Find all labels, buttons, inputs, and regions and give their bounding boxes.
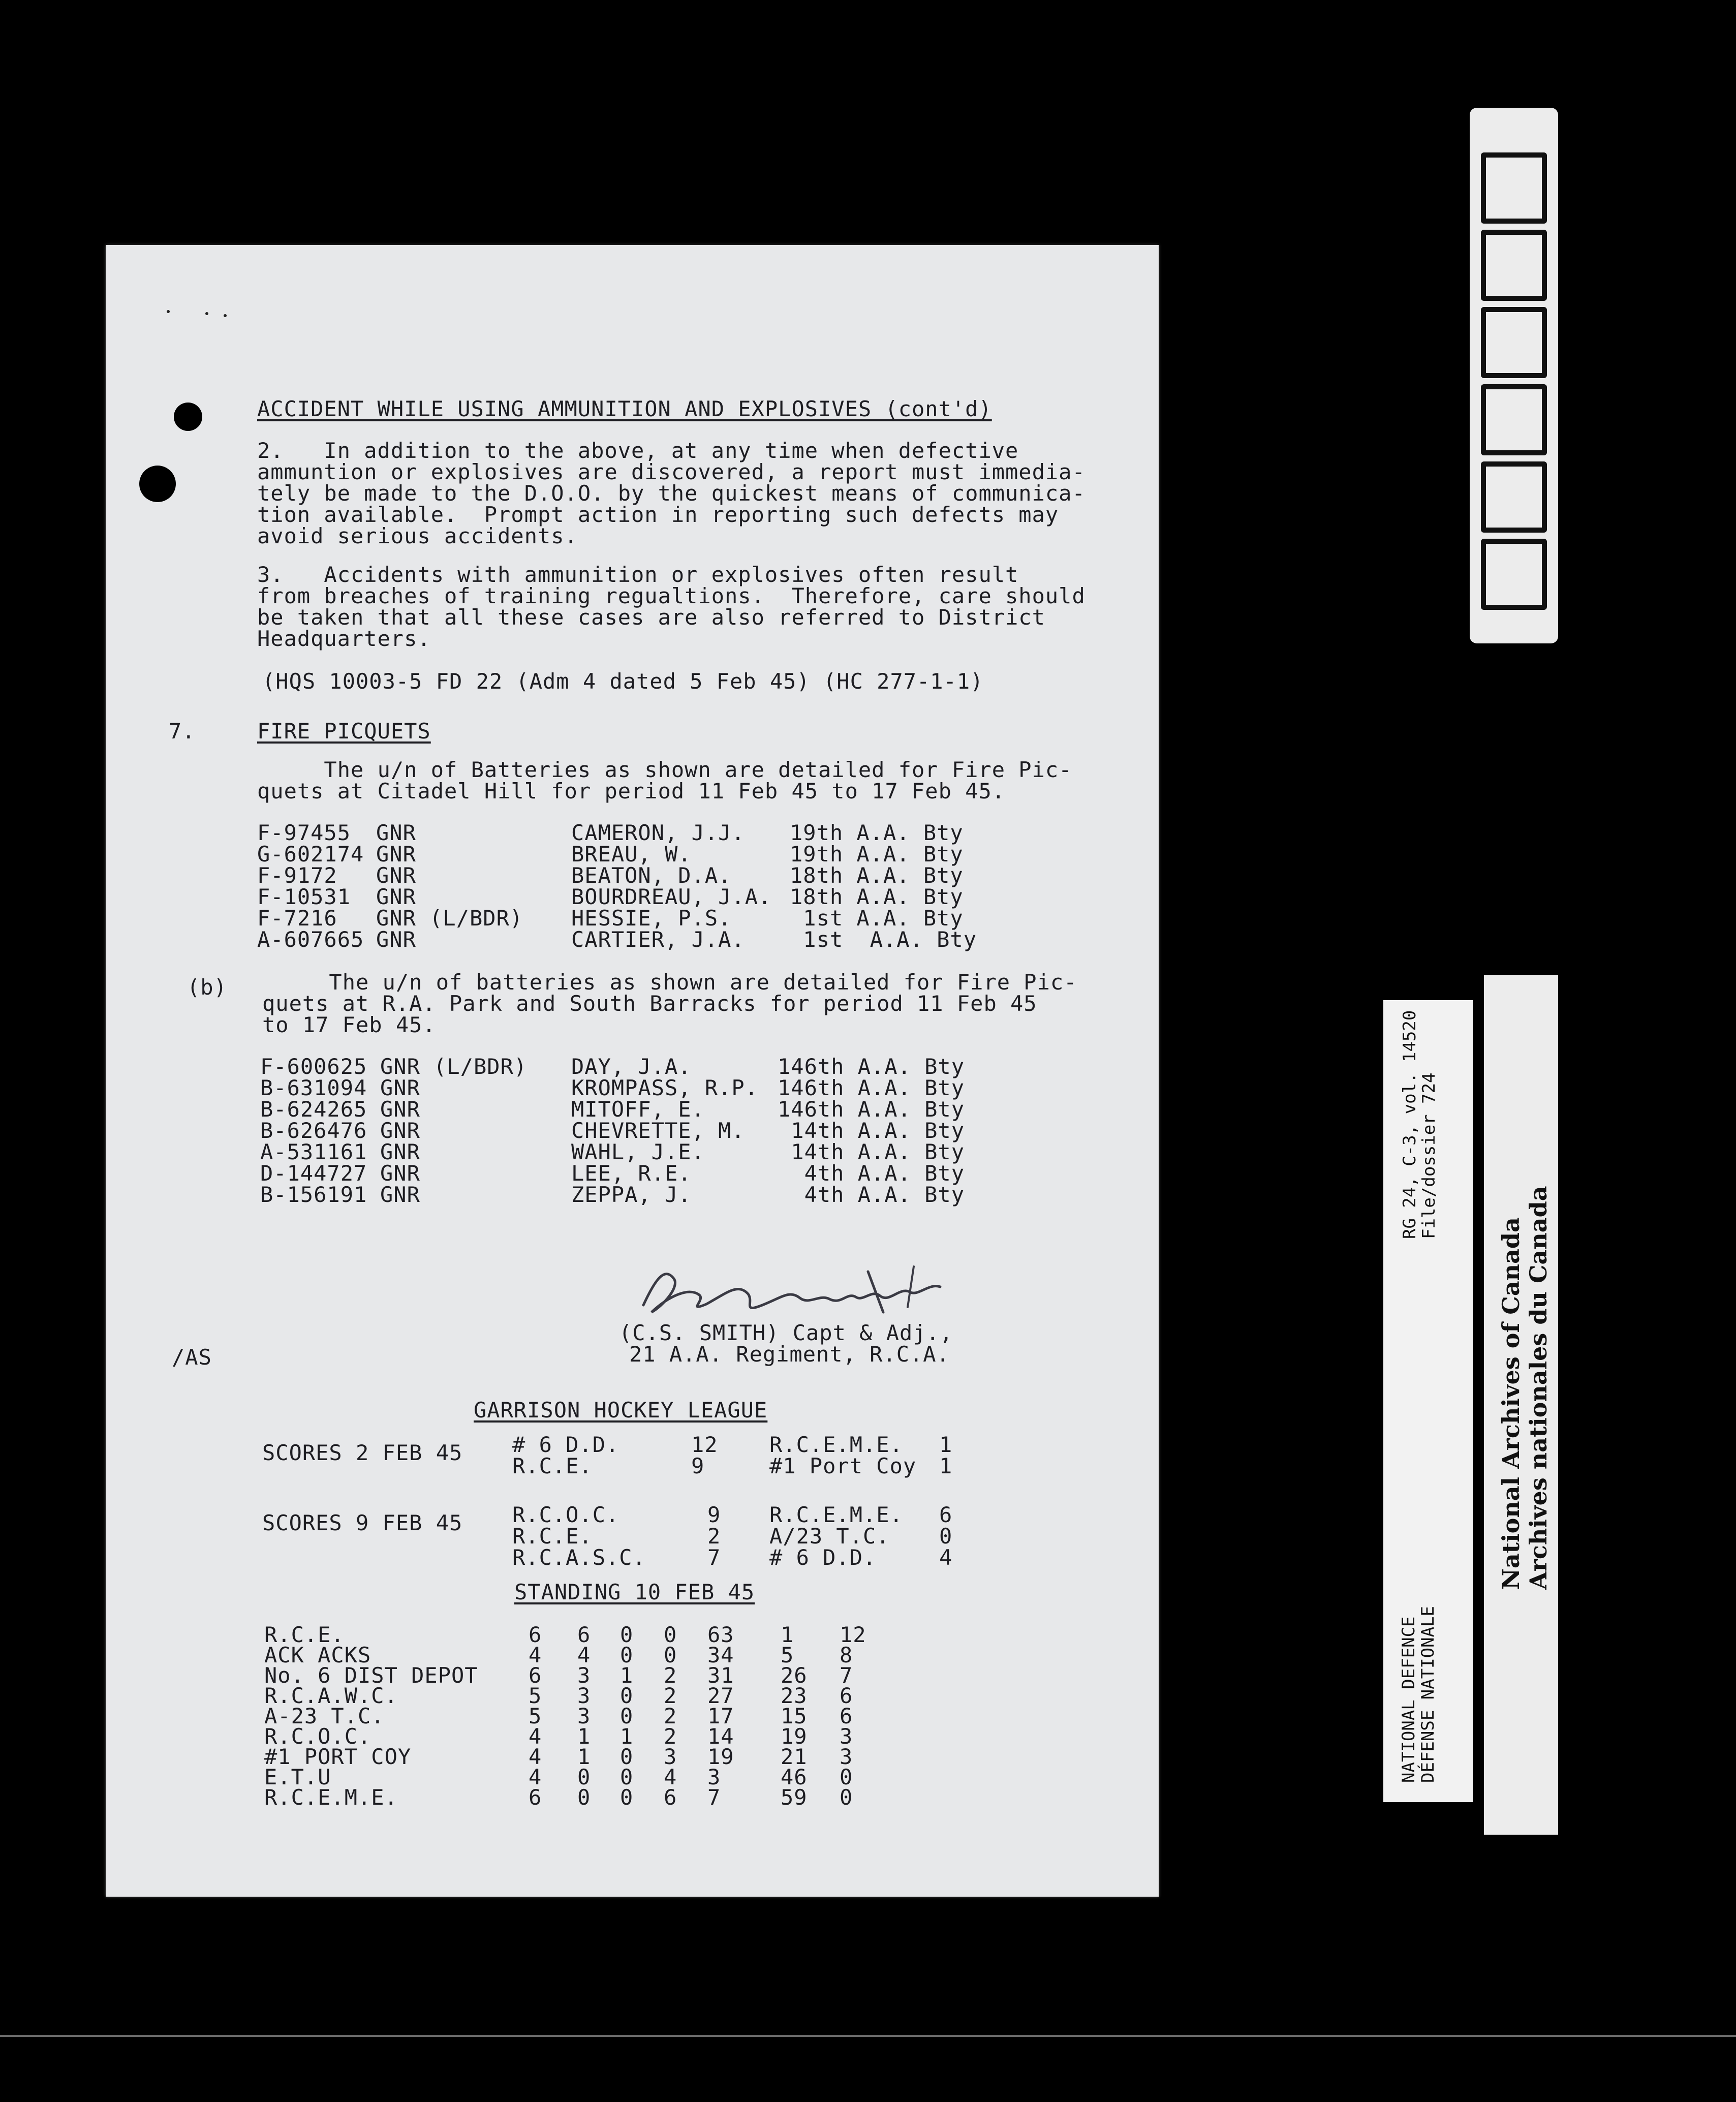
team-name: R.C.E.M.E. [769,1432,903,1457]
person-name: CAMERON, J.J. [571,820,745,845]
standing-value: 2 [664,1683,677,1708]
team-name: # 6 D.D. [769,1545,877,1570]
digit-five [1481,152,1547,224]
para2-line: tion available. Prompt action in reporting such defects may [257,502,1059,527]
score: 7 [707,1545,721,1570]
person-name: BEATON, D.A. [571,863,732,888]
standing-value: 0 [620,1744,634,1769]
section-title: FIRE PICQUETS [257,719,431,744]
standing-value: 26 [781,1663,808,1688]
battery: 146th A.A. Bty [778,1097,965,1122]
frame-number-strip [1470,108,1558,643]
rank: GNR (L/BDR) [376,906,523,931]
team-name: No. 6 DIST DEPOT [264,1663,478,1688]
service-number: F-7216 [257,906,337,931]
standing-value: 4 [529,1724,542,1749]
person-name: DAY, J.A. [571,1054,692,1079]
standing-value: 14 [707,1724,734,1749]
standing-value: 0 [840,1765,853,1789]
team-name: R.C.A.S.C. [512,1545,646,1570]
team-name: R.C.E. [512,1524,593,1549]
person-name: KROMPASS, R.P. [571,1075,759,1100]
score: 9 [707,1502,721,1527]
service-number: A-607665 [257,927,364,952]
standing-value: 17 [707,1704,734,1728]
rank: GNR [376,842,416,867]
battery: 14th A.A. Bty [778,1139,965,1164]
person-name: CARTIER, J.A. [571,927,745,952]
team-name: R.C.E. [264,1622,345,1647]
standing-value: 6 [577,1622,591,1647]
standing-value: 0 [620,1643,634,1667]
standing-value: 8 [840,1643,853,1667]
document-page [106,245,1159,1897]
standing-value: 2 [664,1663,677,1688]
team-name: R.C.E.M.E. [264,1785,398,1810]
standing-value: 59 [781,1785,808,1810]
section-number: 7. [169,719,196,744]
person-name: CHEVRETTE, M. [571,1118,745,1143]
service-number: D-144727 [260,1161,367,1186]
standing-value: 6 [529,1663,542,1688]
person-name: HESSIE, P.S. [571,906,732,931]
standing-value: 0 [620,1683,634,1708]
team-name: #1 PORT COY [264,1744,412,1769]
standing-value: 2 [664,1724,677,1749]
para3-line: Headquarters. [257,626,431,651]
department-en: NATIONAL DEFENCE [1399,1616,1419,1783]
standing-value: 46 [781,1765,808,1789]
score: 6 [939,1502,953,1527]
score: 0 [939,1524,953,1549]
standing-value: 5 [781,1643,794,1667]
intro-line: quets at R.A. Park and South Barracks for period 11 Feb 45 [262,991,1037,1016]
score: 9 [691,1454,705,1478]
service-number: G-602174 [257,842,364,867]
standing-value: 3 [840,1744,853,1769]
team-name: R.C.O.C. [512,1502,619,1527]
standing-value: 19 [781,1724,808,1749]
score: 2 [707,1524,721,1549]
standing-value: 4 [529,1643,542,1667]
standing-value: 4 [664,1765,677,1789]
rank: GNR [380,1118,420,1143]
para3-line: 3. Accidents with ammunition or explosives often result [257,562,1019,587]
archives-stamp-label [1484,975,1558,1835]
standing-value: 0 [577,1785,591,1810]
service-number: B-624265 [260,1097,367,1122]
rank: GNR [380,1182,420,1207]
battery: 146th A.A. Bty [778,1054,965,1079]
intro-line: to 17 Feb 45. [262,1012,436,1037]
section-heading: ACCIDENT WHILE USING AMMUNITION AND EXPLOSIVES (cont'd) [257,396,992,421]
standing-value: 4 [529,1765,542,1789]
team-name: A-23 T.C. [264,1704,385,1728]
para2-line: 2. In addition to the above, at any time when defective [257,438,1019,463]
standing-value: 1 [781,1622,794,1647]
standing-value: 1 [577,1724,591,1749]
standing-value: 1 [577,1744,591,1769]
team-name: ACK ACKS [264,1643,371,1667]
standing-value: 4 [577,1643,591,1667]
person-name: BREAU, W. [571,842,692,867]
standing-value: 6 [840,1704,853,1728]
punch-hole [174,403,202,431]
standing-value: 1 [620,1724,634,1749]
scores-label: SCORES 9 FEB 45 [262,1510,463,1535]
team-name: #1 Port Coy [769,1454,917,1478]
archives-name-fr: Archives nationales du Canada [1525,1186,1552,1590]
speck [167,310,170,313]
standing-value: 6 [840,1683,853,1708]
score: 12 [691,1432,718,1457]
standing-value: 0 [664,1643,677,1667]
digit-seven [1481,230,1547,301]
service-number: B-631094 [260,1075,367,1100]
service-number: F-10531 [257,884,351,909]
standing-value: 23 [781,1683,808,1708]
hockey-title: GARRISON HOCKEY LEAGUE [474,1398,768,1423]
standing-value: 4 [529,1744,542,1769]
service-number: B-626476 [260,1118,367,1143]
standing-value: 3 [840,1724,853,1749]
battery: 18th A.A. Bty [790,863,964,888]
standing-value: 3 [577,1663,591,1688]
standing-value: 6 [664,1785,677,1810]
person-name: MITOFF, E. [571,1097,705,1122]
typist-initials: /AS [172,1345,212,1370]
team-name: # 6 D.D. [512,1432,619,1457]
score: 1 [939,1454,953,1478]
scores-label: SCORES 2 FEB 45 [262,1440,463,1465]
para2-line: ammuntion or explosives are discovered, a report must immedia- [257,459,1086,484]
rank: GNR [380,1097,420,1122]
standing-value: 63 [707,1622,734,1647]
standing-value: 6 [529,1785,542,1810]
intro-line: The u/n of Batteries as shown are detailed for Fire Pic- [257,757,1072,782]
battery: 19th A.A. Bty [790,842,964,867]
battery: 1st A.A. Bty [790,927,977,952]
standing-value: 0 [664,1622,677,1647]
standing-value: 7 [840,1663,853,1688]
archive-reference-label [1383,1000,1473,1802]
rank: GNR [376,884,416,909]
service-number: B-156191 [260,1182,367,1207]
intro-line: quets at Citadel Hill for period 11 Feb 45 to 17 Feb 45. [257,779,1006,803]
frame-number-text: 000075 [1500,634,1501,636]
rank: GNR [376,820,416,845]
department-fr: DÉFENSE NATIONALE [1418,1606,1438,1783]
standing-value: 3 [577,1683,591,1708]
standing-value: 15 [781,1704,808,1728]
person-name: BOURDREAU, J.A. [571,884,772,909]
standing-value: 0 [620,1765,634,1789]
standing-value: 3 [664,1744,677,1769]
para2-line: tely be made to the D.O.O. by the quickest means of communica- [257,481,1086,506]
standing-value: 3 [577,1704,591,1728]
rank: GNR [380,1161,420,1186]
standing-value: 0 [840,1785,853,1810]
service-number: F-97455 [257,820,351,845]
standing-value: 6 [529,1622,542,1647]
reference-line: (HQS 10003-5 FD 22 (Adm 4 dated 5 Feb 45) (HC 277-1-1) [262,669,984,694]
signature-name: (C.S. SMITH) Capt & Adj., [619,1320,953,1345]
battery: 4th A.A. Bty [778,1161,965,1186]
archives-name-en: National Archives of Canada [1497,1217,1525,1590]
battery: 19th A.A. Bty [790,820,964,845]
rank: GNR [380,1075,420,1100]
punch-hole [139,466,176,502]
standing-value: 0 [620,1785,634,1810]
team-name: A/23 T.C. [769,1524,890,1549]
subsection-label: (b) [187,975,227,1000]
standing-value: 1 [620,1663,634,1688]
digit-zero [1481,384,1547,455]
standing-value: 27 [707,1683,734,1708]
standing-value: 0 [620,1622,634,1647]
person-name: LEE, R.E. [571,1161,692,1186]
rank: GNR [376,927,416,952]
para3-line: be taken that all these cases are also referred to District [257,605,1045,630]
score: 1 [939,1432,953,1457]
service-number: F-9172 [257,863,337,888]
service-number: A-531161 [260,1139,367,1164]
standing-value: 0 [577,1765,591,1789]
standing-value: 31 [707,1663,734,1688]
battery: 18th A.A. Bty [790,884,964,909]
team-name: R.C.O.C. [264,1724,371,1749]
standing-value: 34 [707,1643,734,1667]
signature [629,1256,954,1322]
signature-unit: 21 A.A. Regiment, R.C.A. [629,1342,950,1367]
digit-zero [1481,539,1547,610]
battery: 14th A.A. Bty [778,1118,965,1143]
standing-value: 3 [707,1765,721,1789]
rank: GNR [376,863,416,888]
person-name: ZEPPA, J. [571,1182,692,1207]
digit-zero [1481,461,1547,533]
record-group-reference: RG 24, C-3, vol. 14520 [1400,1010,1420,1239]
battery: 1st A.A. Bty [790,906,964,931]
standing-value: 5 [529,1683,542,1708]
team-name: R.C.A.W.C. [264,1683,398,1708]
speck [205,312,208,315]
rank: GNR [380,1139,420,1164]
para3-line: from breaches of training regualtions. Therefore, care should [257,583,1086,608]
standing-title: STANDING 10 FEB 45 [514,1580,755,1604]
rank: GNR (L/BDR) [380,1054,528,1079]
file-reference: File/dossier 724 [1419,1072,1439,1239]
scanner-edge-line [0,2035,1736,2037]
battery: 4th A.A. Bty [778,1182,965,1207]
speck [224,314,227,317]
intro-line: The u/n of batteries as shown are detailed for Fire Pic- [262,970,1077,995]
score: 4 [939,1545,953,1570]
standing-value: 12 [840,1622,866,1647]
para2-line: avoid serious accidents. [257,523,578,548]
service-number: F-600625 [260,1054,367,1079]
digit-zero [1481,307,1547,378]
battery: 146th A.A. Bty [778,1075,965,1100]
team-name: R.C.E.M.E. [769,1502,903,1527]
team-name: E.T.U [264,1765,331,1789]
standing-value: 5 [529,1704,542,1728]
person-name: WAHL, J.E. [571,1139,705,1164]
standing-value: 7 [707,1785,721,1810]
standing-value: 19 [707,1744,734,1769]
team-name: R.C.E. [512,1454,593,1478]
standing-value: 0 [620,1704,634,1728]
standing-value: 2 [664,1704,677,1728]
standing-value: 21 [781,1744,808,1769]
